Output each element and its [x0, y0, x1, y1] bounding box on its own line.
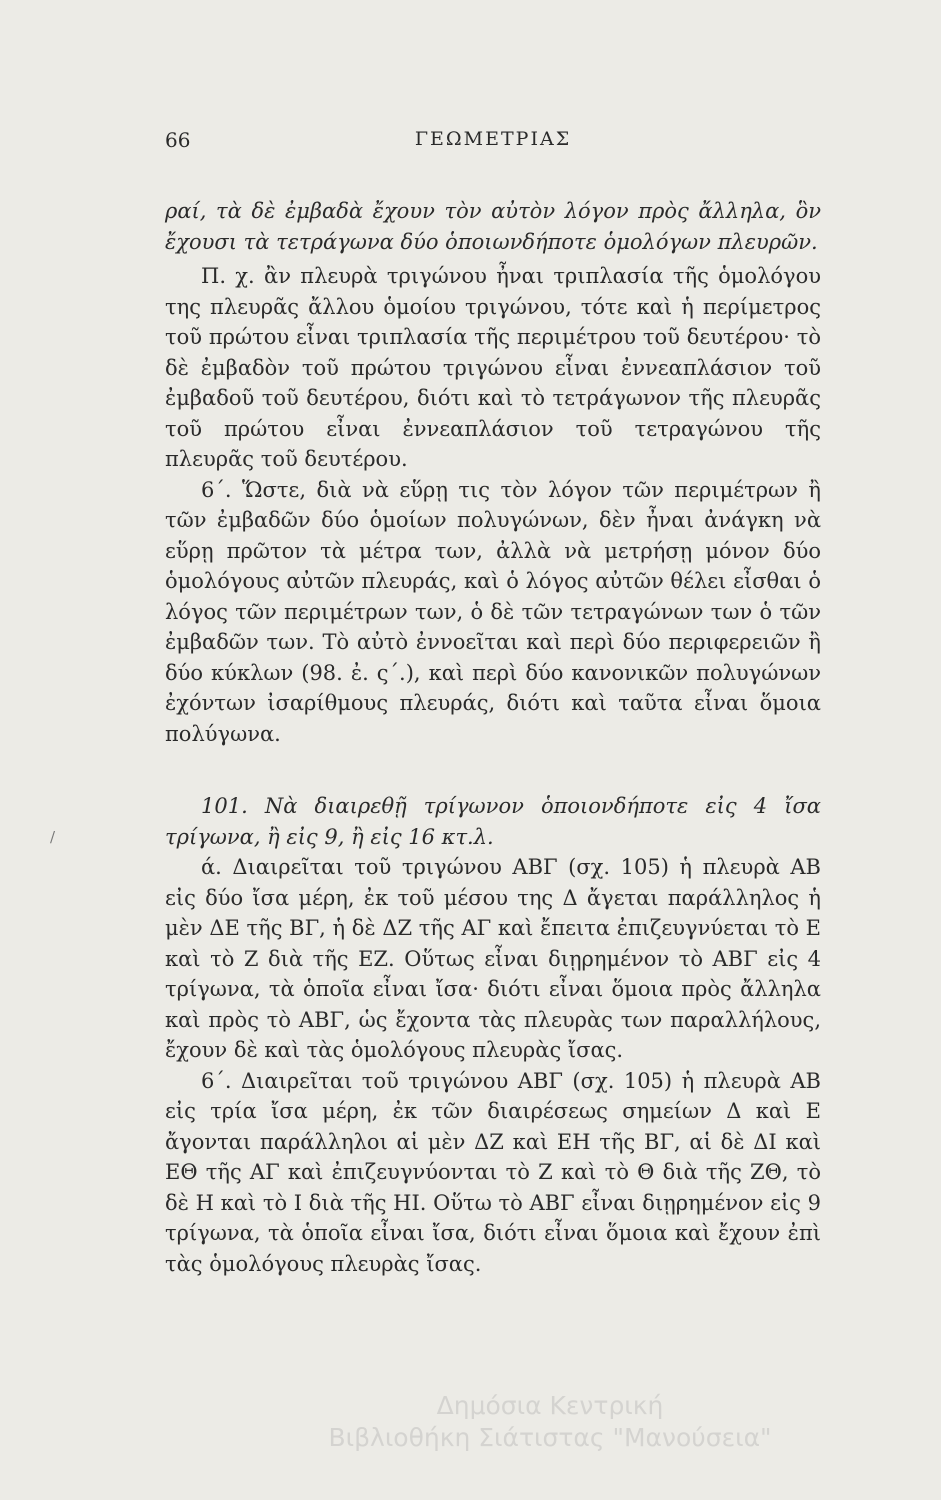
page-number: 66 — [165, 128, 191, 152]
header-title: ΓΕΩΜΕΤΡΙΑΣ — [414, 128, 572, 150]
paragraph-continuation: ραί, τὰ δὲ ἐμβαδὰ ἔχουν τὸν αὐτὸν λόγον πρὸς ἄλληλα, ὃν ἔχουσι τὰ τετράγωνα δύο ὁποιωνδήποτε ὁμολόγων πλευρῶν. — [165, 199, 821, 254]
running-head — [165, 128, 821, 160]
library-watermark — [190, 1390, 910, 1454]
paragraph-case-a: ά. Διαιρεῖται τοῦ τριγώνου ΑΒΓ (σχ. 105) ἡ πλευρὰ ΑΒ εἰς δύο ἴσα μέρη, ἐκ τοῦ μέσου της Δ ἄγεται παράλληλος ἡ μὲν ΔΕ τῆς ΒΓ, ἡ δὲ ΔΖ τῆς ΑΓ καὶ ἔπειτα ἐπιζευγνύεται τὸ Ε καὶ τὸ Ζ διὰ τῆς ΕΖ. Οὕτως εἶναι διῃρημένον τὸ ΑΒΓ εἰς 4 τρίγωνα, τὰ ὁποῖα εἶναι ἴσα· διότι εἶναι ὅμοια πρὸς ἄλληλα καὶ πρὸς τὸ ΑΒΓ, ὡς ἔχοντα τὰς πλευρὰς των παραλλήλους, ἔχουν δὲ καὶ τὰς ὁμολόγους πλευρὰς ἴσας. — [165, 855, 821, 1062]
margin-mark: / — [50, 828, 56, 846]
watermark-line-2: Βιβλιοθήκη Σιάτιστας "Μανούσεια" — [328, 1423, 772, 1452]
problem-heading: 101. Νὰ διαιρεθῇ τρίγωνον ὁποιονδήποτε εἰς 4 ἴσα τρίγωνα, ἢ εἰς 9, ἢ εἰς 16 κτ.λ. — [165, 794, 821, 849]
paragraph-corollary: 6΄. Ὥστε, διὰ νὰ εὕρῃ τις τὸν λόγον τῶν περιμέτρων ἢ τῶν ἐμβαδῶν δύο ὁμοίων πολυγώνων, δὲν ἦναι ἀνάγκη νὰ εὕρῃ πρῶτον τὰ μέτρα των, ἀλλὰ νὰ μετρήσῃ μόνον δύο ὁμολόγους αὐτῶν πλευράς, καὶ ὁ λόγος αὐτῶν θέλει εἶσθαι ὁ λόγος τῶν περιμέτρων των, ὁ δὲ τῶν τετραγώνων των ὁ τῶν ἐμβαδῶν των. Τὸ αὐτὸ ἐννοεῖται καὶ περὶ δύο περιφερειῶν ἢ δύο κύκλων (98. ἐ. ς΄.), καὶ περὶ δύο κανονικῶν πολυγώνων ἐχόντων ἰσαρίθμους πλευράς, διότι καὶ ταῦτα εἶναι ὅμοια πολύγωνα. — [165, 477, 821, 746]
paragraph-example: Π. χ. ἂν πλευρὰ τριγώνου ἦναι τριπλασία τῆς ὁμολόγου της πλευρᾶς ἄλλου ὁμοίου τριγώνου, τότε καὶ ἡ περίμετρος τοῦ πρώτου εἶναι τριπλασία τῆς περιμέτρου τοῦ δευτέρου· τὸ δὲ ἐμβαδὸν τοῦ πρώτου τριγώνου εἶναι ἐννεαπλάσιον τοῦ ἐμβαδοῦ τοῦ δευτέρου, διότι καὶ τὸ τετράγωνον τῆς πλευρᾶς τοῦ πρώτου εἶναι ἐννεαπλάσιον τοῦ τετραγώνου τῆς πλευρᾶς τοῦ δευτέρου. — [165, 264, 821, 471]
watermark-line-1: Δημόσια Κεντρική — [436, 1391, 664, 1420]
page-body — [165, 196, 821, 1279]
paragraph-case-b: 6΄. Διαιρεῖται τοῦ τριγώνου ΑΒΓ (σχ. 105) ἡ πλευρὰ ΑΒ εἰς τρία ἴσα μέρη, ἐκ τῶν διαιρέσεως σημείων Δ καὶ Ε ἄγονται παράλληλοι αἱ μὲν ΔΖ καὶ ΕΗ τῆς ΒΓ, αἱ δὲ ΔΙ καὶ ΕΘ τῆς ΑΓ καὶ ἐπιζευγνύονται τὸ Ζ καὶ τὸ Θ διὰ τῆς ΖΘ, τὸ δὲ Η καὶ τὸ Ι διὰ τῆς ΗΙ. Οὕτω τὸ ΑΒΓ εἶναι διῃρημένον εἰς 9 τρίγωνα, τὰ ὁποῖα εἶναι ἴσα, διότι εἶναι ὅμοια καὶ ἔχουν ἐπὶ τὰς ὁμολόγους πλευρὰς ἴσας. — [165, 1068, 821, 1276]
